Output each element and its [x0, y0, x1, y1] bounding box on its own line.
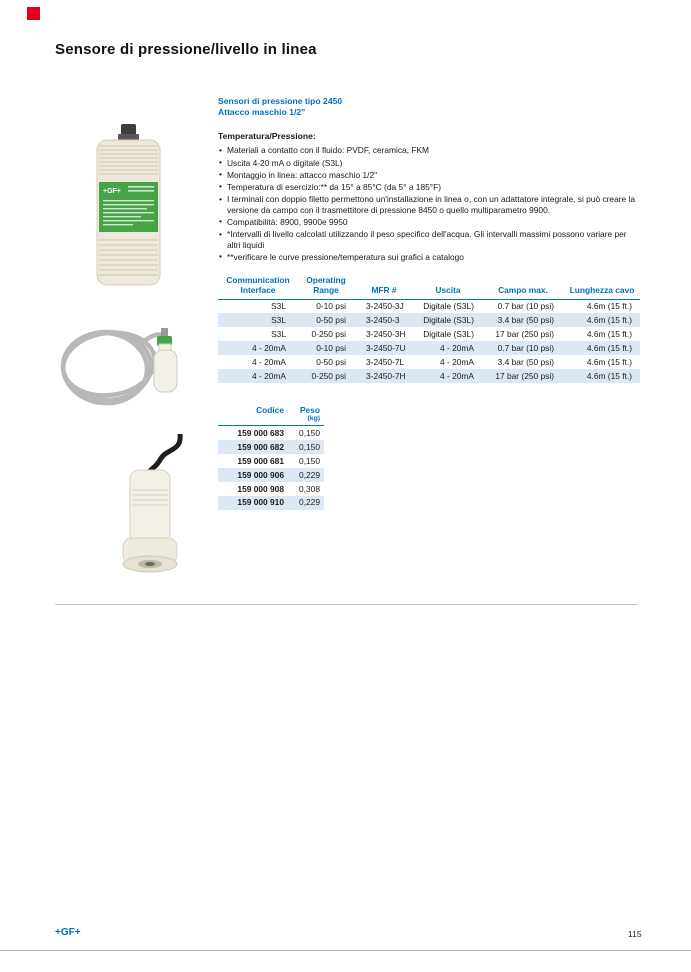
spec-table-header-row	[218, 275, 640, 300]
spec-cell: 4.6m (15 ft.)	[586, 314, 632, 325]
spec-cell: 4 - 20mA	[252, 342, 286, 353]
unit-spacer	[222, 415, 284, 423]
spec-cell: 0.7 bar (10 psi)	[497, 342, 554, 353]
spec-cell: S3L	[271, 328, 286, 339]
coiled-cable	[59, 327, 165, 407]
list-item: • I terminali con doppio filetto permettono un'installazione in linea o, con un adattatore integrale, si può creare la versione da campo con il trasmettitore di pressione 8450 o quello multiparametro 9900.	[218, 194, 640, 215]
list-item: • Compatibilità: 8900, 9900e 9950	[218, 217, 640, 228]
spec-table-header: Operating Range	[298, 275, 354, 300]
list-item: • *Intervalli di livello calcolati utilizzando il peso specifico dell'acqua. Gli intervalli massimi possono variare per altri liquidi	[218, 229, 640, 250]
table-row	[218, 440, 324, 454]
spec-cell: 3-2450-3J	[366, 301, 404, 312]
code-table-header-row	[218, 405, 324, 426]
sensor-diaphragm	[145, 562, 155, 566]
spec-cell: 4 - 20mA	[252, 356, 286, 367]
spec-cell: 0-50 psi	[316, 356, 346, 367]
spec-table-header: Uscita	[414, 275, 482, 300]
table-row	[218, 355, 640, 369]
list-item: • Temperatura di esercizio:** da 15° a 85°C (da 5° a 185°F)	[218, 182, 640, 193]
code-cell: 159 000 908	[237, 483, 284, 494]
unit-label: (kg)	[307, 415, 320, 423]
subtitle-line2: Attacco maschio 1/2"	[218, 107, 306, 118]
content-column	[218, 96, 640, 510]
list-item: • Materiali a contatto con il fluido: PVDF, ceramica, FKM	[218, 145, 640, 156]
spec-cell: 4 - 20mA	[440, 342, 474, 353]
sensor-bottle-body	[154, 350, 177, 392]
page-number: 115	[628, 929, 642, 939]
table-row	[218, 313, 640, 327]
spec-cell: 0-250 psi	[311, 328, 346, 339]
spec-cell: 17 bar (250 psi)	[495, 370, 554, 381]
code-cell: 159 000 906	[237, 469, 284, 480]
subtitle-line1: Sensori di pressione tipo 2450	[218, 96, 343, 106]
spec-cell: 3.4 bar (50 psi)	[497, 314, 554, 325]
weight-cell: 0,229	[299, 497, 320, 508]
table-row	[218, 369, 640, 383]
weight-cell: 0,308	[299, 483, 320, 494]
spec-cell: 3.4 bar (50 psi)	[497, 356, 554, 367]
table-row	[218, 496, 324, 510]
spec-cell: 4.6m (15 ft.)	[586, 328, 632, 339]
probe-body	[130, 470, 170, 548]
footer-rule	[0, 950, 691, 951]
spec-table-header: Lunghezza cavo	[564, 275, 640, 300]
spec-cell: 0-50 psi	[316, 314, 346, 325]
spec-cell: 3-2450-7U	[366, 342, 406, 353]
section-divider	[55, 604, 638, 605]
probe-cable	[149, 434, 180, 472]
spec-cell: 4.6m (15 ft.)	[586, 342, 632, 353]
spec-cell: 3-2450-3H	[366, 328, 406, 339]
table-row	[218, 482, 324, 496]
inline-sensor-photo	[90, 124, 168, 286]
page-title: Sensore di pressione/livello in linea	[55, 41, 317, 58]
spec-table-header: MFR #	[354, 275, 414, 300]
spec-cell: 0.7 bar (10 psi)	[497, 301, 554, 312]
spec-cell: 3-2450-7L	[366, 356, 405, 367]
spec-cell: 4 - 20mA	[440, 356, 474, 367]
product-label-logo: +GF+	[103, 188, 121, 195]
code-cell: 159 000 910	[237, 497, 284, 508]
spec-cell: 0-10 psi	[316, 301, 346, 312]
spec-cell: S3L	[271, 301, 286, 312]
spec-cell: 3-2450-7H	[366, 370, 406, 381]
spec-cell: 4 - 20mA	[440, 370, 474, 381]
spec-cell: Digitale (S3L)	[423, 301, 474, 312]
weight-cell: 0,150	[299, 455, 320, 466]
corner-marker	[27, 7, 40, 20]
code-table	[218, 405, 324, 510]
table-row	[218, 341, 640, 355]
spec-cell: Digitale (S3L)	[423, 314, 474, 325]
product-subtitle	[218, 96, 640, 118]
weight-cell: 0,150	[299, 427, 320, 438]
spec-cell: 0-250 psi	[311, 370, 346, 381]
weight-cell: 0,229	[299, 469, 320, 480]
spec-cell: Digitale (S3L)	[423, 328, 474, 339]
spec-cell: 4.6m (15 ft.)	[586, 370, 632, 381]
code-table-header-peso: Peso (kg)	[288, 405, 324, 426]
spec-cell: 4.6m (15 ft.)	[586, 356, 632, 367]
spec-cell: 0-10 psi	[316, 342, 346, 353]
spec-table	[218, 275, 640, 384]
list-item: • Montaggio in linea: attacco maschio 1/2"	[218, 170, 640, 181]
table-row	[218, 454, 324, 468]
spec-cell: 4.6m (15 ft.)	[586, 301, 632, 312]
code-cell: 159 000 681	[237, 455, 284, 466]
spec-table-header: Campo max.	[482, 275, 564, 300]
table-row	[218, 299, 640, 313]
code-cell: 159 000 683	[237, 427, 284, 438]
list-item: • **verificare le curve pressione/temperatura sui grafici a catalogo	[218, 252, 640, 263]
table-row	[218, 426, 324, 440]
spec-table-header: Communication Interface	[218, 275, 298, 300]
feature-list	[218, 145, 640, 262]
table-row	[218, 468, 324, 482]
weight-cell: 0,150	[299, 441, 320, 452]
table-row	[218, 327, 640, 341]
spec-cell: 4 - 20mA	[252, 370, 286, 381]
code-table-header-codice: Codice	[218, 405, 288, 426]
section-heading: Temperatura/Pressione:	[218, 131, 316, 142]
sensor-cable-photo	[55, 308, 188, 414]
spec-cell: 17 bar (250 psi)	[495, 328, 554, 339]
spec-cell: S3L	[271, 314, 286, 325]
list-item: • Uscita 4-20 mA o digitale (S3L)	[218, 158, 640, 169]
level-probe-photo	[102, 434, 198, 576]
code-cell: 159 000 682	[237, 441, 284, 452]
brand-logo: +GF+	[55, 927, 81, 938]
spec-cell: 3-2450-3	[366, 314, 400, 325]
